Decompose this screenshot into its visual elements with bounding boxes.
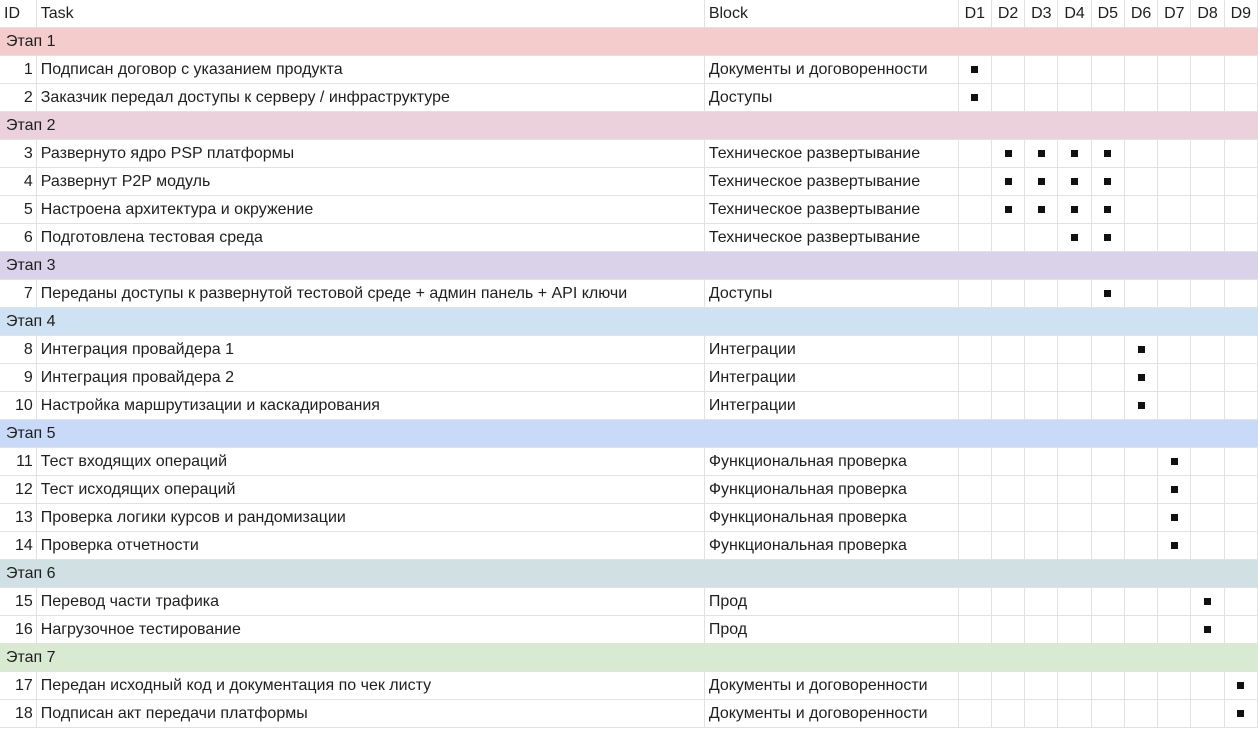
day-cell-5[interactable] (1091, 168, 1124, 196)
day-cell-5[interactable] (1091, 84, 1124, 112)
day-cell-9[interactable] (1224, 504, 1257, 532)
day-cell-2[interactable] (991, 588, 1024, 616)
day-cell-5[interactable] (1091, 504, 1124, 532)
task-block[interactable]: Документы и договоренности (704, 56, 958, 84)
day-cell-8[interactable] (1191, 224, 1224, 252)
day-cell-8[interactable] (1191, 336, 1224, 364)
day-cell-7[interactable] (1158, 504, 1191, 532)
day-cell-2[interactable] (991, 140, 1024, 168)
day-cell-1[interactable] (958, 588, 991, 616)
task-name[interactable]: Настройка маршрутизации и каскадирования (36, 392, 704, 420)
task-block[interactable]: Техническое развертывание (704, 196, 958, 224)
scheduled-mark (1005, 206, 1012, 213)
task-block[interactable]: Прод (704, 616, 958, 644)
day-cell-5[interactable] (1091, 476, 1124, 504)
table-row (0, 504, 1258, 532)
day-cell-6[interactable] (1124, 140, 1157, 168)
task-name[interactable]: Проверка отчетности (36, 532, 704, 560)
task-id[interactable]: 1 (0, 56, 36, 84)
scheduled-mark (1071, 150, 1078, 157)
task-name[interactable]: Переданы доступы к развернутой тестовой среде + админ панель + API ключи (36, 280, 704, 308)
day-cell-7[interactable] (1158, 364, 1191, 392)
day-cell-9[interactable] (1224, 280, 1257, 308)
stage-label[interactable]: Этап 3 (0, 252, 1258, 280)
task-name[interactable]: Тест исходящих операций (36, 476, 704, 504)
task-name[interactable]: Нагрузочное тестирование (36, 616, 704, 644)
day-cell-3[interactable] (1025, 364, 1058, 392)
table-row (0, 196, 1258, 224)
day-cell-8[interactable] (1191, 56, 1224, 84)
day-cell-6[interactable] (1124, 700, 1157, 728)
task-block[interactable]: Доступы (704, 280, 958, 308)
day-cell-2[interactable] (991, 448, 1024, 476)
day-cell-2[interactable] (991, 336, 1024, 364)
day-cell-4[interactable] (1058, 504, 1091, 532)
day-cell-4[interactable] (1058, 532, 1091, 560)
day-cell-7[interactable] (1158, 140, 1191, 168)
day-cell-2[interactable] (991, 532, 1024, 560)
stage-label[interactable]: Этап 6 (0, 560, 1258, 588)
day-cell-7[interactable] (1158, 280, 1191, 308)
day-cell-5[interactable] (1091, 336, 1124, 364)
day-cell-4[interactable] (1058, 616, 1091, 644)
day-cell-3[interactable] (1025, 196, 1058, 224)
day-cell-8[interactable] (1191, 140, 1224, 168)
day-cell-1[interactable] (958, 504, 991, 532)
day-cell-3[interactable] (1025, 448, 1058, 476)
header-task[interactable]: Task (36, 0, 704, 28)
day-cell-7[interactable] (1158, 392, 1191, 420)
day-cell-9[interactable] (1224, 224, 1257, 252)
scheduled-mark (1104, 290, 1111, 297)
day-cell-9[interactable] (1224, 616, 1257, 644)
task-name[interactable]: Подписан акт передачи платформы (36, 700, 704, 728)
task-name[interactable]: Проверка логики курсов и рандомизации (36, 504, 704, 532)
task-id[interactable]: 6 (0, 224, 36, 252)
header-block[interactable]: Block (704, 0, 958, 28)
day-cell-7[interactable] (1158, 532, 1191, 560)
day-cell-7[interactable] (1158, 700, 1191, 728)
day-cell-3[interactable] (1025, 616, 1058, 644)
day-cell-2[interactable] (991, 504, 1024, 532)
day-cell-3[interactable] (1025, 588, 1058, 616)
day-cell-8[interactable] (1191, 588, 1224, 616)
scheduled-mark (1138, 402, 1145, 409)
table-row (0, 392, 1258, 420)
day-cell-3[interactable] (1025, 504, 1058, 532)
day-cell-9[interactable] (1224, 168, 1257, 196)
day-cell-9[interactable] (1224, 588, 1257, 616)
day-cell-2[interactable] (991, 224, 1024, 252)
day-cell-5[interactable] (1091, 196, 1124, 224)
day-cell-6[interactable] (1124, 448, 1157, 476)
day-cell-3[interactable] (1025, 700, 1058, 728)
table-row (0, 364, 1258, 392)
day-cell-8[interactable] (1191, 672, 1224, 700)
day-cell-2[interactable] (991, 616, 1024, 644)
day-cell-3[interactable] (1025, 532, 1058, 560)
task-id[interactable]: 11 (0, 448, 36, 476)
day-cell-5[interactable] (1091, 56, 1124, 84)
scheduled-mark (971, 94, 978, 101)
header-day-9[interactable]: D9 (1224, 0, 1257, 28)
day-cell-8[interactable] (1191, 504, 1224, 532)
scheduled-mark (1005, 178, 1012, 185)
task-block[interactable]: Техническое развертывание (704, 168, 958, 196)
day-cell-5[interactable] (1091, 700, 1124, 728)
day-cell-7[interactable] (1158, 84, 1191, 112)
day-cell-9[interactable] (1224, 56, 1257, 84)
day-cell-2[interactable] (991, 364, 1024, 392)
task-block[interactable]: Прод (704, 588, 958, 616)
table-row (0, 168, 1258, 196)
scheduled-mark (1204, 626, 1211, 633)
scheduled-mark (1138, 374, 1145, 381)
stage-row (0, 420, 1258, 448)
day-cell-3[interactable] (1025, 84, 1058, 112)
day-cell-5[interactable] (1091, 392, 1124, 420)
day-cell-5[interactable] (1091, 280, 1124, 308)
task-name[interactable]: Развернут P2P модуль (36, 168, 704, 196)
scheduled-mark (1038, 178, 1045, 185)
day-cell-4[interactable] (1058, 336, 1091, 364)
table-row (0, 140, 1258, 168)
task-block[interactable]: Функциональная проверка (704, 532, 958, 560)
task-name[interactable]: Перевод части трафика (36, 588, 704, 616)
task-name[interactable]: Передан исходный код и документация по чек листу (36, 672, 704, 700)
day-cell-8[interactable] (1191, 616, 1224, 644)
task-block[interactable]: Документы и договоренности (704, 672, 958, 700)
day-cell-8[interactable] (1191, 280, 1224, 308)
task-block[interactable]: Интеграции (704, 336, 958, 364)
day-cell-6[interactable] (1124, 168, 1157, 196)
task-id[interactable]: 17 (0, 672, 36, 700)
day-cell-5[interactable] (1091, 364, 1124, 392)
table-row (0, 700, 1258, 728)
task-name[interactable]: Интеграция провайдера 2 (36, 364, 704, 392)
day-cell-9[interactable] (1224, 532, 1257, 560)
task-id[interactable]: 9 (0, 364, 36, 392)
task-name[interactable]: Тест входящих операций (36, 448, 704, 476)
task-block[interactable]: Техническое развертывание (704, 224, 958, 252)
day-cell-9[interactable] (1224, 700, 1257, 728)
day-cell-8[interactable] (1191, 196, 1224, 224)
stage-row (0, 560, 1258, 588)
day-cell-2[interactable] (991, 196, 1024, 224)
day-cell-5[interactable] (1091, 140, 1124, 168)
scheduled-mark (1071, 206, 1078, 213)
header-day-5[interactable]: D5 (1091, 0, 1124, 28)
task-id[interactable]: 12 (0, 476, 36, 504)
day-cell-4[interactable] (1058, 196, 1091, 224)
day-cell-6[interactable] (1124, 280, 1157, 308)
table-row (0, 532, 1258, 560)
day-cell-5[interactable] (1091, 448, 1124, 476)
stage-row (0, 28, 1258, 56)
task-block[interactable]: Доступы (704, 84, 958, 112)
day-cell-1[interactable] (958, 84, 991, 112)
stage-label[interactable]: Этап 4 (0, 308, 1258, 336)
stage-label[interactable]: Этап 5 (0, 420, 1258, 448)
stage-row (0, 308, 1258, 336)
day-cell-6[interactable] (1124, 588, 1157, 616)
day-cell-6[interactable] (1124, 84, 1157, 112)
day-cell-4[interactable] (1058, 56, 1091, 84)
day-cell-1[interactable] (958, 196, 991, 224)
day-cell-7[interactable] (1158, 168, 1191, 196)
task-block[interactable]: Интеграции (704, 392, 958, 420)
day-cell-5[interactable] (1091, 532, 1124, 560)
day-cell-4[interactable] (1058, 700, 1091, 728)
day-cell-8[interactable] (1191, 700, 1224, 728)
scheduled-mark (1171, 458, 1178, 465)
scheduled-mark (971, 66, 978, 73)
day-cell-2[interactable] (991, 56, 1024, 84)
day-cell-9[interactable] (1224, 84, 1257, 112)
day-cell-6[interactable] (1124, 392, 1157, 420)
scheduled-mark (1104, 178, 1111, 185)
day-cell-9[interactable] (1224, 336, 1257, 364)
header-day-7[interactable]: D7 (1158, 0, 1191, 28)
day-cell-9[interactable] (1224, 672, 1257, 700)
day-cell-8[interactable] (1191, 364, 1224, 392)
table-row (0, 588, 1258, 616)
day-cell-1[interactable] (958, 224, 991, 252)
task-id[interactable]: 8 (0, 336, 36, 364)
day-cell-8[interactable] (1191, 84, 1224, 112)
day-cell-4[interactable] (1058, 224, 1091, 252)
task-id[interactable]: 15 (0, 588, 36, 616)
day-cell-4[interactable] (1058, 140, 1091, 168)
day-cell-4[interactable] (1058, 448, 1091, 476)
task-id[interactable]: 4 (0, 168, 36, 196)
day-cell-2[interactable] (991, 280, 1024, 308)
day-cell-3[interactable] (1025, 168, 1058, 196)
day-cell-4[interactable] (1058, 84, 1091, 112)
day-cell-3[interactable] (1025, 56, 1058, 84)
scheduled-mark (1237, 710, 1244, 717)
day-cell-5[interactable] (1091, 588, 1124, 616)
task-block[interactable]: Функциональная проверка (704, 448, 958, 476)
header-id[interactable]: ID (0, 0, 36, 28)
task-id[interactable]: 3 (0, 140, 36, 168)
day-cell-7[interactable] (1158, 616, 1191, 644)
table-row (0, 448, 1258, 476)
day-cell-4[interactable] (1058, 364, 1091, 392)
task-name[interactable]: Подготовлена тестовая среда (36, 224, 704, 252)
day-cell-5[interactable] (1091, 672, 1124, 700)
task-id[interactable]: 2 (0, 84, 36, 112)
task-id[interactable]: 5 (0, 196, 36, 224)
day-cell-8[interactable] (1191, 476, 1224, 504)
table-row (0, 84, 1258, 112)
day-cell-1[interactable] (958, 700, 991, 728)
day-cell-2[interactable] (991, 392, 1024, 420)
day-cell-1[interactable] (958, 392, 991, 420)
day-cell-7[interactable] (1158, 588, 1191, 616)
day-cell-7[interactable] (1158, 224, 1191, 252)
scheduled-mark (1104, 234, 1111, 241)
scheduled-mark (1104, 150, 1111, 157)
task-block[interactable]: Функциональная проверка (704, 504, 958, 532)
header-day-1[interactable]: D1 (958, 0, 991, 28)
day-cell-7[interactable] (1158, 476, 1191, 504)
day-cell-6[interactable] (1124, 56, 1157, 84)
day-cell-4[interactable] (1058, 168, 1091, 196)
scheduled-mark (1138, 346, 1145, 353)
day-cell-5[interactable] (1091, 616, 1124, 644)
task-name[interactable]: Заказчик передал доступы к серверу / инфраструктуре (36, 84, 704, 112)
table-row (0, 56, 1258, 84)
task-id[interactable]: 7 (0, 280, 36, 308)
task-id[interactable]: 10 (0, 392, 36, 420)
scheduled-mark (1237, 682, 1244, 689)
task-rows (0, 28, 1258, 728)
stage-row (0, 644, 1258, 672)
scheduled-mark (1038, 150, 1045, 157)
day-cell-5[interactable] (1091, 224, 1124, 252)
scheduled-mark (1071, 178, 1078, 185)
day-cell-1[interactable] (958, 448, 991, 476)
day-cell-4[interactable] (1058, 588, 1091, 616)
day-cell-3[interactable] (1025, 476, 1058, 504)
scheduled-mark (1071, 234, 1078, 241)
day-cell-6[interactable] (1124, 336, 1157, 364)
task-block[interactable]: Функциональная проверка (704, 476, 958, 504)
task-id[interactable]: 14 (0, 532, 36, 560)
day-cell-4[interactable] (1058, 672, 1091, 700)
header-day-2[interactable]: D2 (991, 0, 1024, 28)
day-cell-6[interactable] (1124, 616, 1157, 644)
day-cell-7[interactable] (1158, 196, 1191, 224)
day-cell-9[interactable] (1224, 448, 1257, 476)
day-cell-9[interactable] (1224, 196, 1257, 224)
day-cell-1[interactable] (958, 616, 991, 644)
day-cell-6[interactable] (1124, 224, 1157, 252)
table-row (0, 280, 1258, 308)
scheduled-mark (1204, 598, 1211, 605)
day-cell-1[interactable] (958, 168, 991, 196)
day-cell-4[interactable] (1058, 392, 1091, 420)
table-row (0, 476, 1258, 504)
task-name[interactable]: Подписан договор с указанием продукта (36, 56, 704, 84)
header-day-6[interactable]: D6 (1124, 0, 1157, 28)
scheduled-mark (1171, 486, 1178, 493)
scheduled-mark (1104, 206, 1111, 213)
day-cell-2[interactable] (991, 84, 1024, 112)
day-cell-3[interactable] (1025, 140, 1058, 168)
table-row (0, 224, 1258, 252)
scheduled-mark (1005, 150, 1012, 157)
header-day-3[interactable]: D3 (1025, 0, 1058, 28)
day-cell-1[interactable] (958, 56, 991, 84)
stage-label[interactable]: Этап 2 (0, 112, 1258, 140)
task-id[interactable]: 13 (0, 504, 36, 532)
day-cell-8[interactable] (1191, 168, 1224, 196)
day-cell-7[interactable] (1158, 672, 1191, 700)
day-cell-9[interactable] (1224, 364, 1257, 392)
day-cell-8[interactable] (1191, 392, 1224, 420)
day-cell-1[interactable] (958, 140, 991, 168)
stage-row (0, 112, 1258, 140)
header-day-8[interactable]: D8 (1191, 0, 1224, 28)
stage-label[interactable]: Этап 1 (0, 28, 1258, 56)
stage-row (0, 252, 1258, 280)
task-name[interactable]: Настроена архитектура и окружение (36, 196, 704, 224)
table-row (0, 616, 1258, 644)
day-cell-2[interactable] (991, 476, 1024, 504)
day-cell-4[interactable] (1058, 476, 1091, 504)
day-cell-6[interactable] (1124, 364, 1157, 392)
scheduled-mark (1038, 206, 1045, 213)
table-row (0, 336, 1258, 364)
day-cell-1[interactable] (958, 672, 991, 700)
day-cell-6[interactable] (1124, 672, 1157, 700)
header-row (0, 0, 1258, 28)
day-cell-9[interactable] (1224, 476, 1257, 504)
scheduled-mark (1171, 514, 1178, 521)
task-name[interactable]: Интеграция провайдера 1 (36, 336, 704, 364)
day-cell-1[interactable] (958, 336, 991, 364)
day-cell-1[interactable] (958, 532, 991, 560)
day-cell-2[interactable] (991, 168, 1024, 196)
task-id[interactable]: 18 (0, 700, 36, 728)
day-cell-6[interactable] (1124, 476, 1157, 504)
day-cell-1[interactable] (958, 280, 991, 308)
scheduled-mark (1171, 542, 1178, 549)
task-id[interactable]: 16 (0, 616, 36, 644)
day-cell-3[interactable] (1025, 672, 1058, 700)
day-cell-8[interactable] (1191, 448, 1224, 476)
task-block[interactable]: Документы и договоренности (704, 700, 958, 728)
day-cell-7[interactable] (1158, 336, 1191, 364)
day-cell-4[interactable] (1058, 280, 1091, 308)
header-day-4[interactable]: D4 (1058, 0, 1091, 28)
task-name[interactable]: Развернуто ядро PSP платформы (36, 140, 704, 168)
day-cell-6[interactable] (1124, 196, 1157, 224)
day-cell-2[interactable] (991, 672, 1024, 700)
day-cell-7[interactable] (1158, 448, 1191, 476)
day-cell-8[interactable] (1191, 532, 1224, 560)
day-cell-3[interactable] (1025, 392, 1058, 420)
task-block[interactable]: Техническое развертывание (704, 140, 958, 168)
day-cell-7[interactable] (1158, 56, 1191, 84)
stage-label[interactable]: Этап 7 (0, 644, 1258, 672)
day-cell-9[interactable] (1224, 392, 1257, 420)
day-cell-6[interactable] (1124, 532, 1157, 560)
day-cell-1[interactable] (958, 476, 991, 504)
table-row (0, 672, 1258, 700)
day-cell-3[interactable] (1025, 336, 1058, 364)
day-cell-3[interactable] (1025, 224, 1058, 252)
task-block[interactable]: Интеграции (704, 364, 958, 392)
day-cell-1[interactable] (958, 364, 991, 392)
day-cell-3[interactable] (1025, 280, 1058, 308)
day-cell-6[interactable] (1124, 504, 1157, 532)
day-cell-9[interactable] (1224, 140, 1257, 168)
day-cell-2[interactable] (991, 700, 1024, 728)
